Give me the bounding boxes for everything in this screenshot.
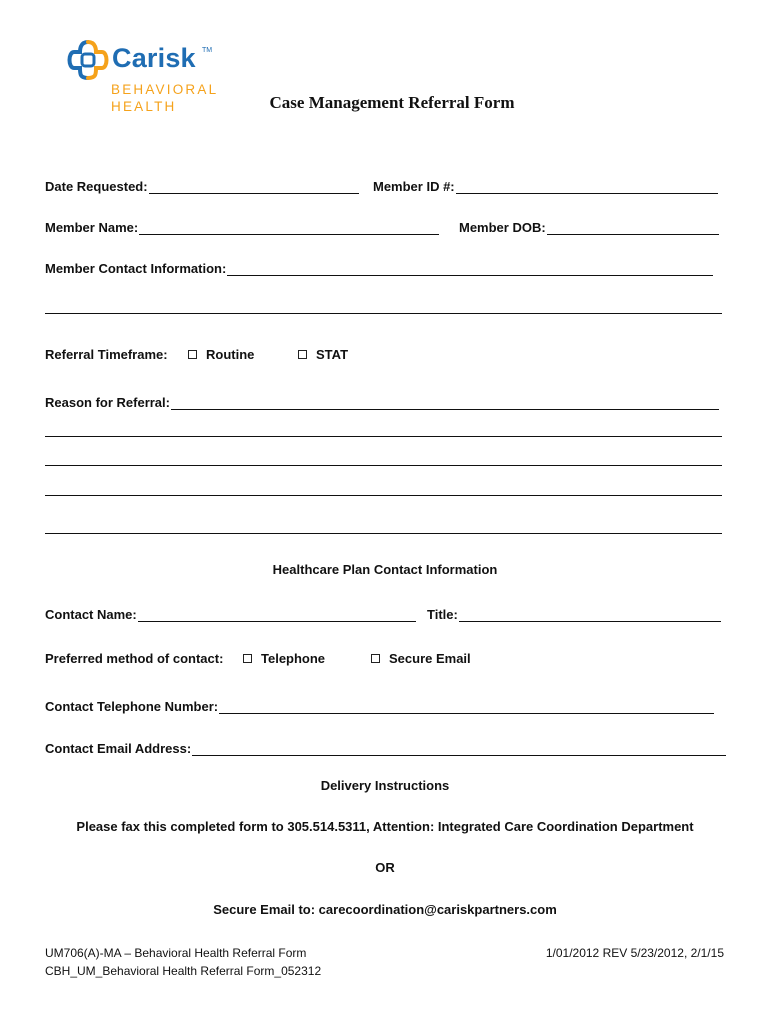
contact-telephone-label: Contact Telephone Number: <box>45 699 219 714</box>
member-dob-field[interactable] <box>459 215 719 235</box>
footer-file-name: CBH_UM_Behavioral Health Referral Form_052312 <box>45 964 322 978</box>
routine-checkbox[interactable] <box>188 350 197 359</box>
contact-title-label: Title: <box>427 607 458 622</box>
member-name-blank[interactable] <box>139 219 439 235</box>
row-member-name-dob <box>45 215 725 237</box>
reason-line-3[interactable] <box>45 465 722 466</box>
secure-email-option[interactable] <box>371 648 471 668</box>
reason-line-2[interactable] <box>45 436 722 437</box>
logo-subtitle-behavioral: BEHAVIORAL <box>111 82 219 97</box>
member-id-blank[interactable] <box>456 178 718 194</box>
logo-trademark: TM <box>202 47 213 54</box>
logo-subtitle-health: HEALTH <box>111 99 177 114</box>
reason-for-referral-label: Reason for Referral: <box>45 395 170 410</box>
row-referral-timeframe <box>45 344 725 366</box>
contact-name-label: Contact Name: <box>45 607 137 622</box>
secure-email-label: Secure Email <box>389 650 471 666</box>
row-contact-email <box>45 736 725 758</box>
contact-telephone-field[interactable] <box>45 694 714 714</box>
date-requested-label: Date Requested: <box>45 179 148 194</box>
reason-line-5[interactable] <box>45 533 722 534</box>
telephone-option[interactable] <box>243 648 325 668</box>
routine-label: Routine <box>206 346 255 362</box>
reason-for-referral-field[interactable] <box>45 390 719 410</box>
contact-name-blank[interactable] <box>138 606 416 622</box>
plan-contact-heading: Healthcare Plan Contact Information <box>272 562 498 577</box>
contact-email-label: Contact Email Address: <box>45 741 192 756</box>
secure-email-checkbox[interactable] <box>371 654 380 663</box>
contact-email-blank[interactable] <box>192 740 726 756</box>
member-dob-blank[interactable] <box>547 219 719 235</box>
footer-revision-dates: 1/01/2012 REV 5/23/2012, 2/1/15 <box>545 946 724 960</box>
member-contact-blank[interactable] <box>227 260 713 276</box>
delivery-or: OR <box>375 860 395 875</box>
member-contact-label: Member Contact Information: <box>45 261 227 276</box>
member-id-label: Member ID #: <box>373 179 455 194</box>
delivery-email-line: Secure Email to: carecoordination@cariskpartners.com <box>213 902 557 917</box>
row-contact-telephone <box>45 694 725 716</box>
referral-timeframe-label-wrap <box>45 344 168 364</box>
date-requested-blank[interactable] <box>149 178 359 194</box>
stat-option[interactable] <box>298 344 348 364</box>
contact-name-field[interactable] <box>45 602 416 622</box>
reason-for-referral-blank[interactable] <box>171 394 719 410</box>
routine-option[interactable] <box>188 344 254 364</box>
contact-telephone-blank[interactable] <box>219 698 714 714</box>
telephone-checkbox[interactable] <box>243 654 252 663</box>
footer-left <box>45 944 321 980</box>
reason-line-4[interactable] <box>45 495 722 496</box>
row-preferred-method <box>45 648 725 670</box>
stat-label: STAT <box>316 346 349 362</box>
member-contact-field[interactable] <box>45 256 713 276</box>
telephone-label: Telephone <box>261 650 326 666</box>
referral-timeframe-label: Referral Timeframe: <box>45 346 168 362</box>
member-contact-line-2[interactable] <box>45 313 722 314</box>
form-title: Case Management Referral Form <box>269 93 515 112</box>
delivery-fax-line: Please fax this completed form to 305.514.5311, Attention: Integrated Care Coordination Department <box>76 819 694 834</box>
contact-title-blank[interactable] <box>459 606 721 622</box>
footer-right <box>546 944 724 962</box>
contact-title-field[interactable] <box>427 602 721 622</box>
date-requested-field[interactable] <box>45 174 359 194</box>
preferred-method-label: Preferred method of contact: <box>45 650 224 666</box>
member-name-field[interactable] <box>45 215 439 235</box>
preferred-method-label-wrap <box>45 648 223 668</box>
member-id-field[interactable] <box>373 174 718 194</box>
member-dob-label: Member DOB: <box>459 220 546 235</box>
row-contact-name-title <box>45 602 725 624</box>
delivery-heading: Delivery Instructions <box>320 778 450 793</box>
contact-email-field[interactable] <box>45 736 726 756</box>
row-reason-for-referral <box>45 390 725 412</box>
footer-form-id: UM706(A)-MA – Behavioral Health Referral Form <box>45 946 307 960</box>
row-member-contact <box>45 256 725 278</box>
carisk-logo-mark-icon <box>66 38 110 82</box>
member-name-label: Member Name: <box>45 220 139 235</box>
stat-checkbox[interactable] <box>298 350 307 359</box>
row-date-member-id <box>45 174 725 196</box>
logo-wordmark: Carisk <box>112 43 196 73</box>
